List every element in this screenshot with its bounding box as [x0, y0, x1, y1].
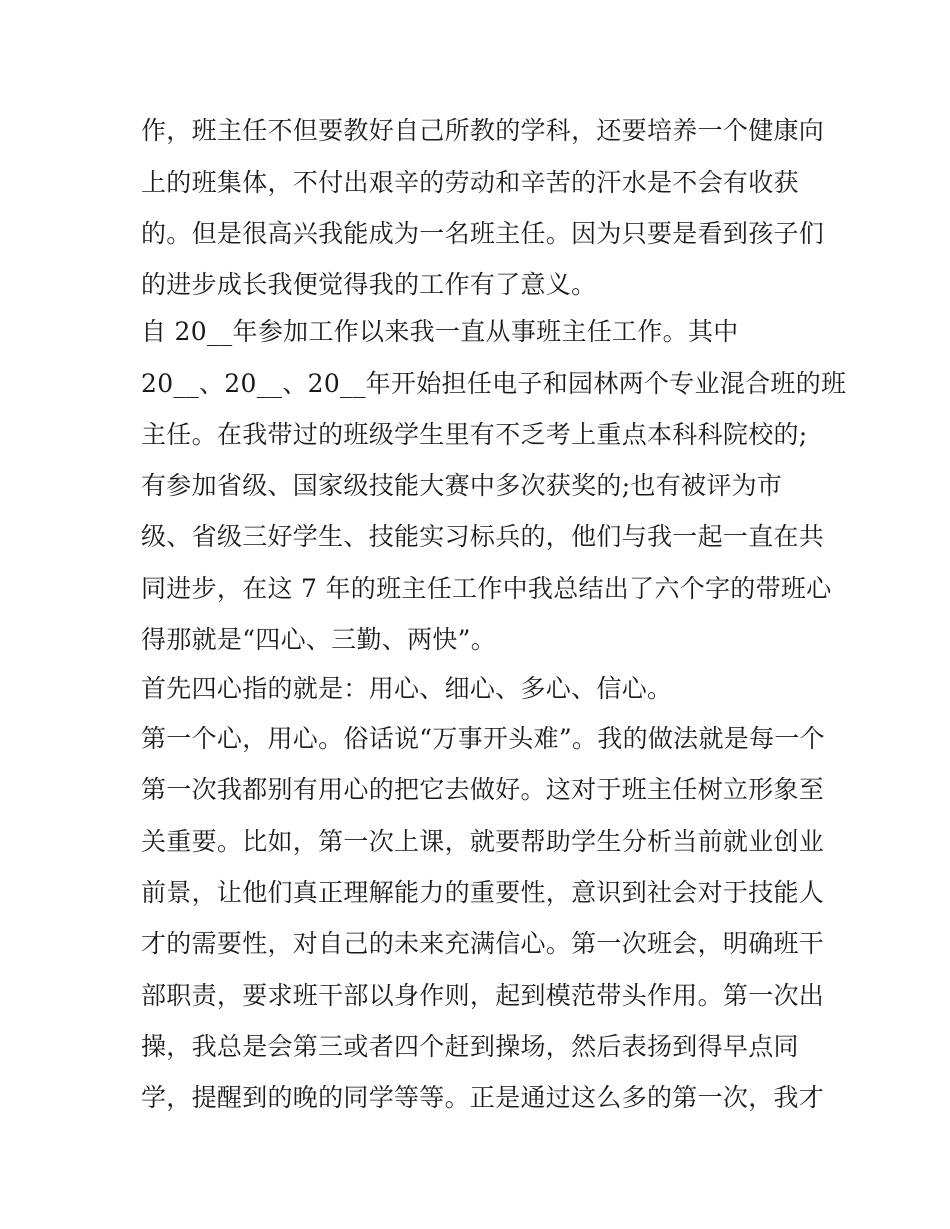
text-line: 学，提醒到的晚的同学等等。正是通过这么多的第一次，我才: [141, 1083, 825, 1112]
text-line: 部职责，要求班干部以身作则，起到模范带头作用。第一次出: [141, 981, 825, 1010]
text-line: 关重要。比如，第一次上课，就要帮助学生分析当前就业创业: [141, 827, 825, 856]
text-line: 级、省级三好学生、技能实习标兵的，他们与我一起一直在共: [141, 522, 825, 551]
text-line: 操，我总是会第三或者四个赶到操场，然后表扬到得早点同: [141, 1032, 799, 1061]
text-line: 20__、20__、20__年开始担任电子和园林两个专业混合班的班: [141, 369, 847, 398]
text-line: 才的需要性，对自己的未来充满信心。第一次班会，明确班干: [141, 929, 825, 958]
text-line: 第一个心，用心。俗话说“万事开头难”。我的做法就是每一个: [141, 724, 825, 753]
text-line: 上的班集体，不付出艰辛的劳动和辛苦的汗水是不会有收获: [141, 168, 799, 197]
text-line: 自 20__年参加工作以来我一直从事班主任工作。其中: [141, 317, 739, 346]
text-line: 的。但是很高兴我能成为一名班主任。因为只要是看到孩子们: [141, 219, 825, 248]
text-line: 首先四心指的就是：用心、细心、多心、信心。: [141, 674, 673, 703]
text-line: 第一次我都别有用心的把它去做好。这对于班主任树立形象至: [141, 775, 825, 804]
text-line: 有参加省级、国家级技能大赛中多次获奖的;也有被评为市: [141, 471, 783, 500]
text-line: 主任。在我带过的班级学生里有不乏考上重点本科科院校的;: [141, 420, 808, 449]
text-line: 同进步，在这 7 年的班主任工作中我总结出了六个字的带班心: [141, 574, 832, 603]
text-line: 的进步成长我便觉得我的工作有了意义。: [141, 270, 597, 299]
text-line: 前景，让他们真正理解能力的重要性，意识到社会对于技能人: [141, 878, 825, 907]
text-line: 得那就是“四心、三勤、两快”。: [141, 625, 497, 654]
text-line: 作，班主任不但要教好自己所教的学科，还要培养一个健康向: [141, 116, 825, 145]
